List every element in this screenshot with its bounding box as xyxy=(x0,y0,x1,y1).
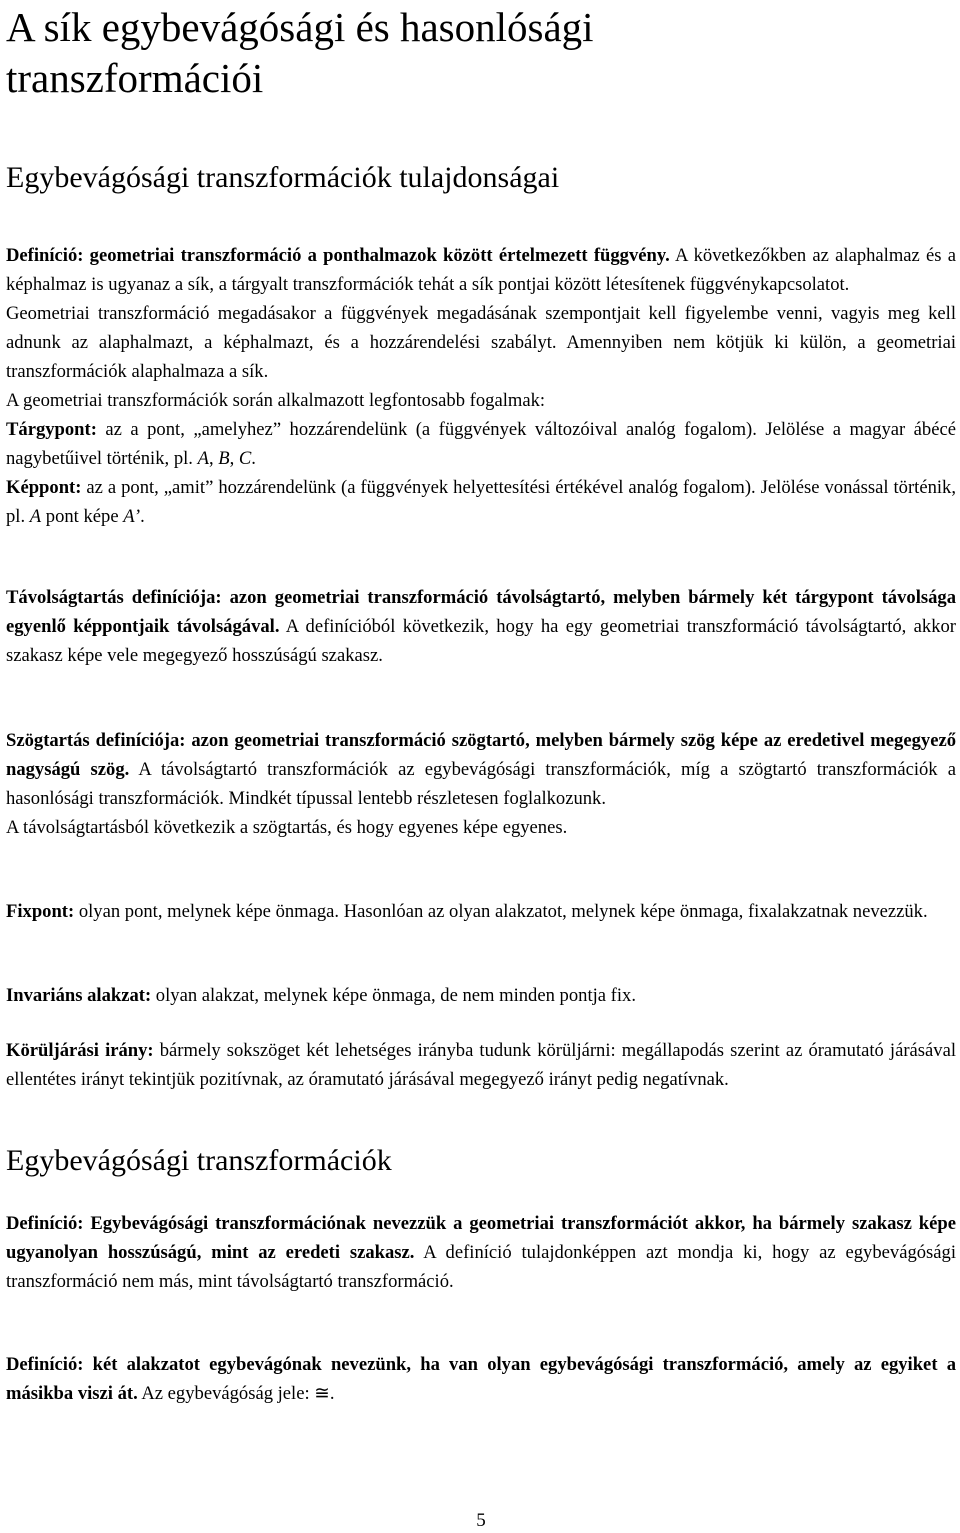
paragraph-transformation-specification: Geometriai transzformáció megadásakor a függvények megadásának szempontjait kell figyelembe venni, vagyis meg kell adnunk az alaphalmazt, a képhalmazt, és a hozzárendelési szabályt. Amennyiben nem kötjük ki külön, a geometriai transzformációk alaphalmaza a sík. xyxy=(6,303,956,382)
title-line-1: A sík egybevágósági és hasonlósági xyxy=(6,4,594,50)
term-angle-preservation: Szögtartás definíciója: azon geometriai transzformáció szögtartó, melyben bármely szög képe az eredetivel megegyező nagyságú szög. xyxy=(6,730,956,780)
term-image-point: Képpont: xyxy=(6,477,82,498)
paragraph-object-point: Tárgypont: az a pont, „amelyhez” hozzárendelünk (a függvények változóival analóg fogalom). Jelölése a magyar ábécé nagybetűivel történik, pl. A, B, C. xyxy=(6,419,956,469)
term-congruent-shapes: Definíció: két alakzatot egybevágónak nevezünk, ha van olyan egybevágósági transzformáció, amely az egyiket a másikba viszi át. xyxy=(6,1354,956,1404)
term-congruence-definition: Definíció: Egybevágósági transzformációnak nevezzük a geometriai transzformációt akkor, ha bármely szakasz képe ugyanolyan hosszúságú, mint az eredeti szakasz. xyxy=(6,1213,956,1263)
paragraph-congruence-definition: Definíció: Egybevágósági transzformációnak nevezzük a geometriai transzformációt akkor, ha bármely szakasz képe ugyanolyan hosszúságú, mint az eredeti szakasz. A definíció tulajdonképpen azt mondja ki, hogy az egybevágósági transzformáció nem más, mint távolságtartó transzformáció. xyxy=(6,1213,956,1292)
section-heading-properties: Egybevágósági transzformációk tulajdonságai xyxy=(6,161,560,194)
paragraph-orientation: Körüljárási irány: bármely sokszöget két lehetséges irányba tudunk körüljárni: megállapodás szerint az óramutató járásával ellentétes irányt tekintjük pozitívnak, az óramutató járásával megegyező irányt pedig negatívnak. xyxy=(6,1040,957,1090)
paragraph-distance-preservation: Távolságtartás definíciója: azon geometriai transzformáció távolságtartó, melyben bármely két tárgypont távolsága egyenlő képpontjaik távolságával. A definícióból következik, hogy ha egy geometriai transzformáció távolságtartó, akkor szakasz képe vele megegyező hosszúságú szakasz. xyxy=(6,587,956,666)
term-object-point: Tárgypont: xyxy=(6,419,97,440)
section-heading-congruence: Egybevágósági transzformációk xyxy=(6,1144,392,1177)
paragraph-key-concepts-intro: A geometriai transzformációk során alkalmazott legfontosabb fogalmak: xyxy=(6,390,546,411)
congruence-symbol: ≅ xyxy=(314,1383,330,1404)
paragraph-fixed-point: Fixpont: olyan pont, melynek képe önmaga. Hasonlóan az olyan alakzatot, melynek képe önmaga, fixalakzatnak nevezzük. xyxy=(6,901,928,922)
paragraph-image-point: Képpont: az a pont, „amit” hozzárendelünk (a függvények helyettesítési értékével analóg fogalom). Jelölése vonással történik, pl. A pont képe A’. xyxy=(6,477,956,527)
term-orientation: Körüljárási irány: xyxy=(6,1040,154,1061)
document-title xyxy=(6,2,956,104)
term-fixed-point: Fixpont: xyxy=(6,901,75,922)
paragraph-angle-consequence: A távolságtartásból következik a szögtartás, és hogy egyenes képe egyenes. xyxy=(6,817,568,838)
page-number: 5 xyxy=(476,1510,486,1531)
paragraph-transformation-definition: Definíció: geometriai transzformáció a ponthalmazok között értelmezett függvény. A következőkben az alaphalmaz és a képhalmaz is ugyanaz a sík, a tárgyalt transzformációk tehát a sík pontjai között létesítenek függvénykapcsolatot. xyxy=(6,245,957,295)
title-line-2: transzformációi xyxy=(6,55,264,101)
paragraph-angle-preservation: Szögtartás definíciója: azon geometriai transzformáció szögtartó, melyben bármely szög képe az eredetivel megegyező nagyságú szög. A távolságtartó transzformációk az egybevágósági transzformációk, míg a szögtartó transzformációk a hasonlósági transzformációk. Mindkét típussal lentebb részletesen foglalkozunk. A távolságtartásból következik a szögtartás, és hogy egyenes képe egyenes. xyxy=(6,726,956,842)
paragraph-group-definitions xyxy=(6,241,956,531)
paragraph-congruent-shapes: Definíció: két alakzatot egybevágónak nevezünk, ha van olyan egybevágósági transzformáció, amely az egyiket a másikba viszi át. Az egybevágóság jele: ≅. xyxy=(6,1354,956,1404)
paragraph-invariant-shape: Invariáns alakzat: olyan alakzat, melynek képe önmaga, de nem minden pontja fix. xyxy=(6,985,636,1006)
term-distance-preservation: Távolságtartás definíciója: azon geometriai transzformáció távolságtartó, melyben bármely két tárgypont távolsága egyenlő képpontjaik távolságával. xyxy=(6,587,956,637)
term-invariant-shape: Invariáns alakzat: xyxy=(6,985,152,1006)
definition-term: Definíció: geometriai transzformáció a ponthalmazok között értelmezett függvény. xyxy=(6,245,670,266)
